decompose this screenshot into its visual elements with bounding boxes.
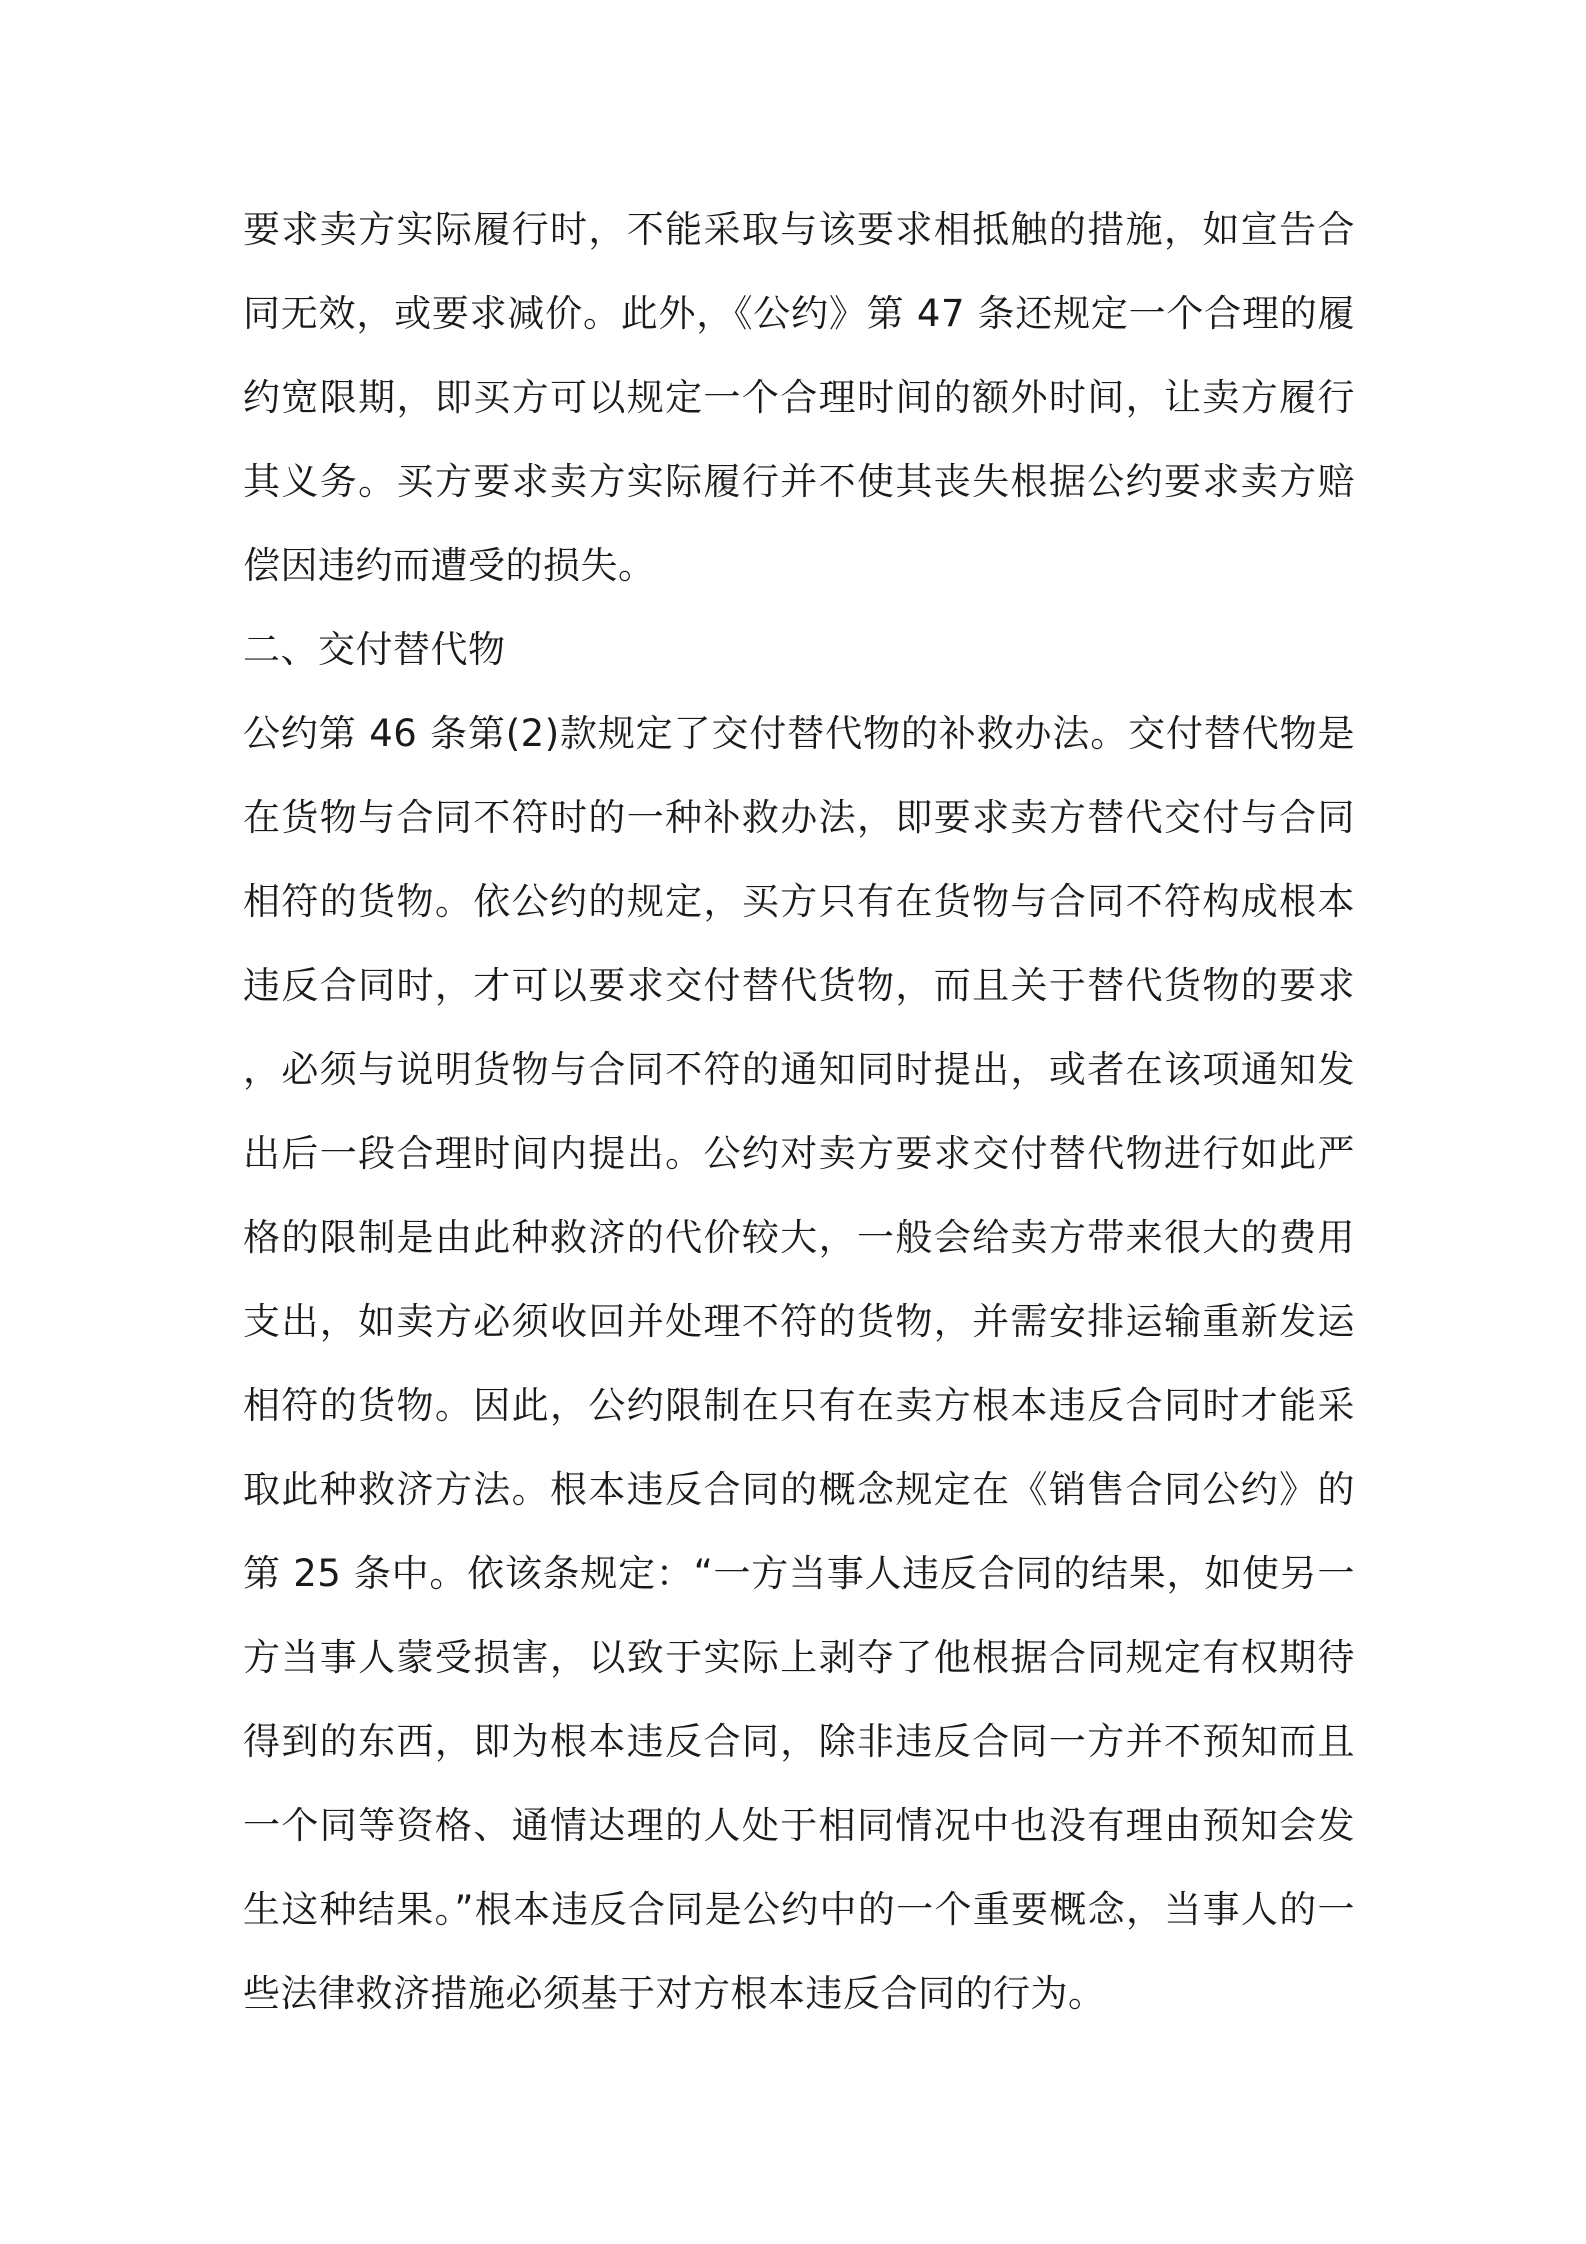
paragraph-specific-performance: 要求卖方实际履行时，不能采取与该要求相抵触的措施，如宣告合同无效，或要求减价。此外，《公约》第 47 条还规定一个合理的履约宽限期，即买方可以规定一个合理时间的额外时间，让卖方履行其义务。买方要求卖方实际履行并不使其丧失根据公约要求卖方赔偿因违约而遭受的损失。 — [243, 208, 1355, 587]
section-heading-substitute-goods: 二、交付替代物 — [243, 628, 506, 671]
paragraph-substitute-goods: 公约第 46 条第(2)款规定了交付替代物的补救办法。交付替代物是在货物与合同不符时的一种补救办法，即要求卖方替代交付与合同相符的货物。依公约的规定，买方只有在货物与合同不符构成根本违反合同时，才可以要求交付替代货物，而且关于替代货物的要求，必须与说明货物与合同不符的通知同时提出，或者在该项通知发出后一段合理时间内提出。公约对卖方要求交付替代物进行如此严格的限制是由此种救济的代价较大，一般会给卖方带来很大的费用支出，如卖方必须收回并处理不符的货物，并需安排运输重新发运相符的货物。因此，公约限制在只有在卖方根本违反合同时才能采取此种救济方法。根本违反合同的概念规定在《销售合同公约》的第 25 条中。依该条规定：“一方当事人违反合同的结果，如使另一方当事人蒙受损害，以致于实际上剥夺了他根据合同规定有权期待得到的东西，即为根本违反合同，除非违反合同一方并不预知而且一个同等资格、通情达理的人处于相同情况中也没有理由预知会发生这种结果。”根本违反合同是公约中的一个重要概念，当事人的一些法律救济措施必须基于对方根本违反合同的行为。 — [243, 712, 1355, 2015]
